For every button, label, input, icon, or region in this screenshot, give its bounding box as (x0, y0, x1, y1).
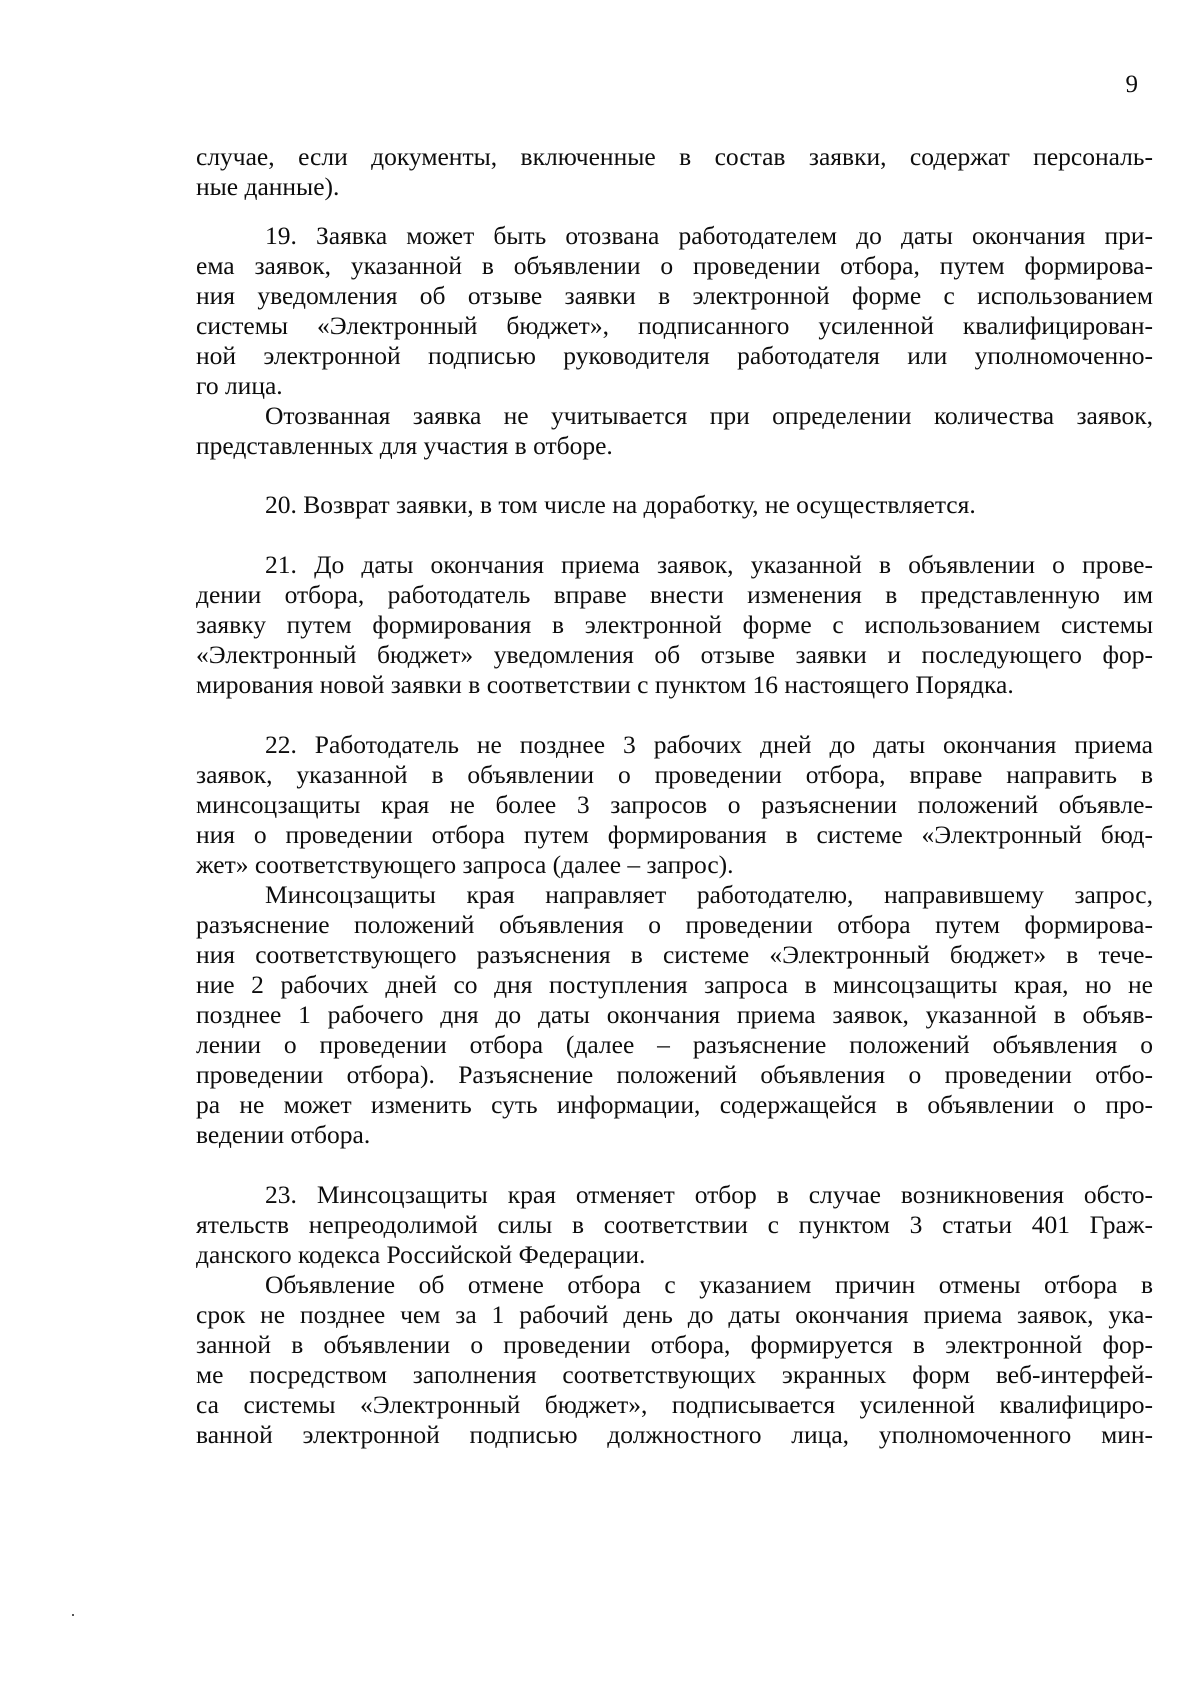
text-line: ные данные). (196, 172, 340, 201)
text-line: системы «Электронный бюджет», подписанного усиленной квалифицирован- (196, 311, 1153, 340)
paragraph-23-first-line: 23. Минсоцзащиты края отменяет отбор в случае возникновения обсто- (265, 1180, 1153, 1209)
text-line: жет» соответствующего запроса (далее – запрос). (196, 850, 734, 879)
text-line: минсоцзащиты края не более 3 запросов о разъяснении положений объявле- (196, 790, 1153, 819)
text-line: ра не может изменить суть информации, содержащейся в объявлении о про- (196, 1090, 1153, 1119)
text-line: случае, если документы, включенные в состав заявки, содержат персональ- (196, 142, 1153, 171)
text-line: ной электронной подписью руководителя работодателя или уполномоченно- (196, 341, 1153, 370)
text-line: мирования новой заявки в соответствии с пунктом 16 настоящего Порядка. (196, 670, 1014, 699)
paragraph-first-line: Объявление об отмене отбора с указанием причин отмены отбора в (265, 1270, 1153, 1299)
text-line: лении о проведении отбора (далее – разъяснение положений объявления о (196, 1030, 1153, 1059)
text-line: проведении отбора). Разъяснение положений объявления о проведении отбо- (196, 1060, 1153, 1089)
text-line: ятельств непреодолимой силы в соответствии с пунктом 3 статьи 401 Граж- (196, 1210, 1153, 1239)
text-line: данского кодекса Российской Федерации. (196, 1240, 646, 1269)
paragraph-19-first-line: 19. Заявка может быть отозвана работодателем до даты окончания при- (265, 221, 1153, 250)
page-number: 9 (1125, 71, 1138, 98)
text-line: ема заявок, указанной в объявлении о проведении отбора, путем формирова- (196, 251, 1153, 280)
paragraph-first-line: Минсоцзащиты края направляет работодателю, направившему запрос, (265, 880, 1153, 909)
text-line: ния соответствующего разъяснения в системе «Электронный бюджет» в тече- (196, 940, 1153, 969)
text-line: заявок, указанной в объявлении о проведении отбора, вправе направить в (196, 760, 1153, 789)
text-line: ния о проведении отбора путем формирования в системе «Электронный бюд- (196, 820, 1153, 849)
text-line: ванной электронной подписью должностного лица, уполномоченного мин- (196, 1420, 1153, 1449)
text-line: ние 2 рабочих дней со дня поступления запроса в минсоцзащиты края, но не (196, 970, 1153, 999)
scan-speck (72, 1614, 74, 1616)
text-line: заявку путем формирования в электронной форме с использованием системы (196, 610, 1153, 639)
text-line: дении отбора, работодатель вправе внести изменения в представленную им (196, 580, 1153, 609)
text-line: ме посредством заполнения соответствующих экранных форм веб-интерфей- (196, 1360, 1153, 1389)
text-line: го лица. (196, 371, 283, 400)
paragraph-20: 20. Возврат заявки, в том числе на доработку, не осуществляется. (265, 490, 976, 519)
text-line: ведении отбора. (196, 1120, 371, 1149)
paragraph-21-first-line: 21. До даты окончания приема заявок, указанной в объявлении о прове- (265, 550, 1153, 579)
text-line: разъяснение положений объявления о проведении отбора путем формирова- (196, 910, 1153, 939)
text-line: занной в объявлении о проведении отбора, формируется в электронной фор- (196, 1330, 1153, 1359)
text-line: ния уведомления об отзыве заявки в электронной форме с использованием (196, 281, 1153, 310)
paragraph-first-line: Отозванная заявка не учитывается при определении количества заявок, (265, 401, 1153, 430)
text-line: «Электронный бюджет» уведомления об отзыве заявки и последующего фор- (196, 640, 1153, 669)
text-line: са системы «Электронный бюджет», подписывается усиленной квалифициро- (196, 1390, 1153, 1419)
paragraph-22-first-line: 22. Работодатель не позднее 3 рабочих дней до даты окончания приема (265, 730, 1153, 759)
text-line: срок не позднее чем за 1 рабочий день до даты окончания приема заявок, ука- (196, 1300, 1153, 1329)
text-line: представленных для участия в отборе. (196, 431, 613, 460)
text-line: позднее 1 рабочего дня до даты окончания приема заявок, указанной в объяв- (196, 1000, 1153, 1029)
